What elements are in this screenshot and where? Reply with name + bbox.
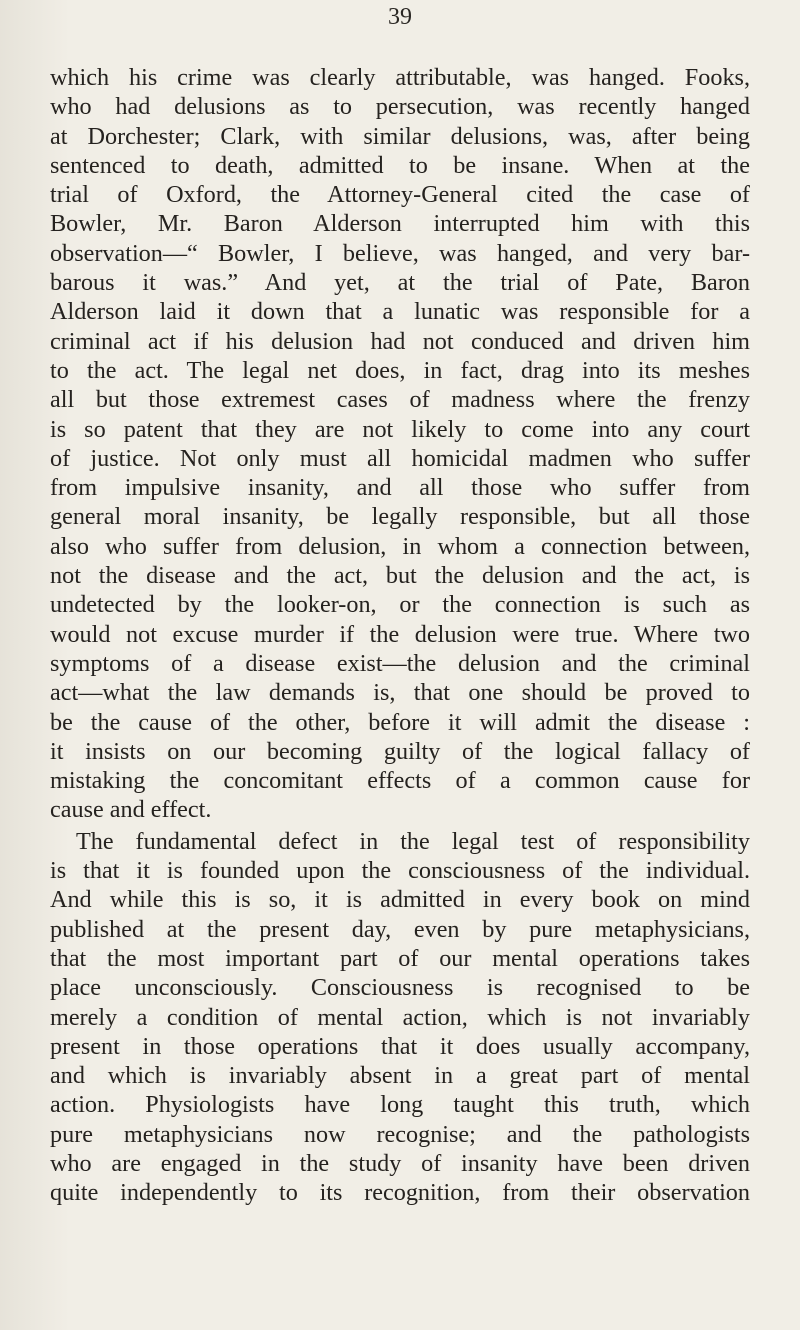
paragraph-2 bbox=[50, 827, 750, 1208]
text-line: mistaking the concomitant effects of a common cause for bbox=[50, 767, 750, 795]
text-line: published at the present day, even by pure metaphysicians, bbox=[50, 915, 750, 943]
text-line: act—what the law demands is, that one should be proved to bbox=[50, 679, 750, 707]
text-line: observation—“ Bowler, I believe, was hanged, and very bar- bbox=[50, 239, 750, 267]
text-line: at Dorchester; Clark, with similar delusions, was, after being bbox=[50, 122, 750, 150]
text-line: and which is invariably absent in a great part of mental bbox=[50, 1062, 750, 1090]
text-line: criminal act if his delusion had not conduced and driven him bbox=[50, 327, 750, 355]
text-line: trial of Oxford, the Attorney-General cited the case of bbox=[50, 181, 750, 209]
text-line: present in those operations that it does usually accompany, bbox=[50, 1032, 750, 1060]
text-line: quite independently to its recognition, from their observation bbox=[50, 1179, 750, 1207]
text-line: would not excuse murder if the delusion were true. Where two bbox=[50, 620, 750, 648]
text-line: which his crime was clearly attributable, was hanged. Fooks, bbox=[50, 64, 750, 91]
text-line: who had delusions as to persecution, was recently hanged bbox=[50, 93, 750, 121]
text-line: barous it was.” And yet, at the trial of Pate, Baron bbox=[50, 269, 750, 297]
text-line: And while this is so, it is admitted in every book on mind bbox=[50, 886, 750, 914]
text-line: Bowler, Mr. Baron Alderson interrupted him with this bbox=[50, 210, 750, 238]
text-line: of justice. Not only must all homicidal madmen who suffer bbox=[50, 444, 750, 472]
text-line: who are engaged in the study of insanity have been driven bbox=[50, 1149, 750, 1177]
text-line: is so patent that they are not likely to come into any court bbox=[50, 415, 750, 443]
text-line: merely a condition of mental action, which is not invariably bbox=[50, 1003, 750, 1031]
text-line: to the act. The legal net does, in fact, drag into its meshes bbox=[50, 356, 750, 384]
text-line: The fundamental defect in the legal test of responsibility bbox=[76, 827, 750, 855]
body-text bbox=[50, 63, 750, 1208]
text-line: symptoms of a disease exist—the delusion and the criminal bbox=[50, 649, 750, 677]
text-line: also who suffer from delusion, in whom a connection between, bbox=[50, 532, 750, 560]
text-line: undetected by the looker-on, or the connection is such as bbox=[50, 591, 750, 619]
text-line: that the most important part of our mental operations takes bbox=[50, 944, 750, 972]
text-line: from impulsive insanity, and all those who suffer from bbox=[50, 474, 750, 502]
text-line: all but those extremest cases of madness where the frenzy bbox=[50, 386, 750, 414]
text-line: Alderson laid it down that a lunatic was responsible for a bbox=[50, 298, 750, 326]
text-line: place unconsciously. Consciousness is recognised to be bbox=[50, 974, 750, 1002]
paragraph-1 bbox=[50, 63, 750, 825]
text-line: cause and effect. bbox=[50, 796, 212, 824]
text-line: is that it is founded upon the consciousness of the individual. bbox=[50, 857, 750, 885]
text-line: be the cause of the other, before it will admit the disease : bbox=[50, 708, 750, 736]
text-line: it insists on our becoming guilty of the logical fallacy of bbox=[50, 737, 750, 765]
text-line: action. Physiologists have long taught this truth, which bbox=[50, 1091, 750, 1119]
text-line: general moral insanity, be legally responsible, but all those bbox=[50, 503, 750, 531]
page-number: 39 bbox=[388, 4, 412, 30]
text-line: sentenced to death, admitted to be insane. When at the bbox=[50, 151, 750, 179]
text-line: pure metaphysicians now recognise; and the pathologists bbox=[50, 1120, 750, 1148]
text-line: not the disease and the act, but the delusion and the act, is bbox=[50, 562, 750, 590]
